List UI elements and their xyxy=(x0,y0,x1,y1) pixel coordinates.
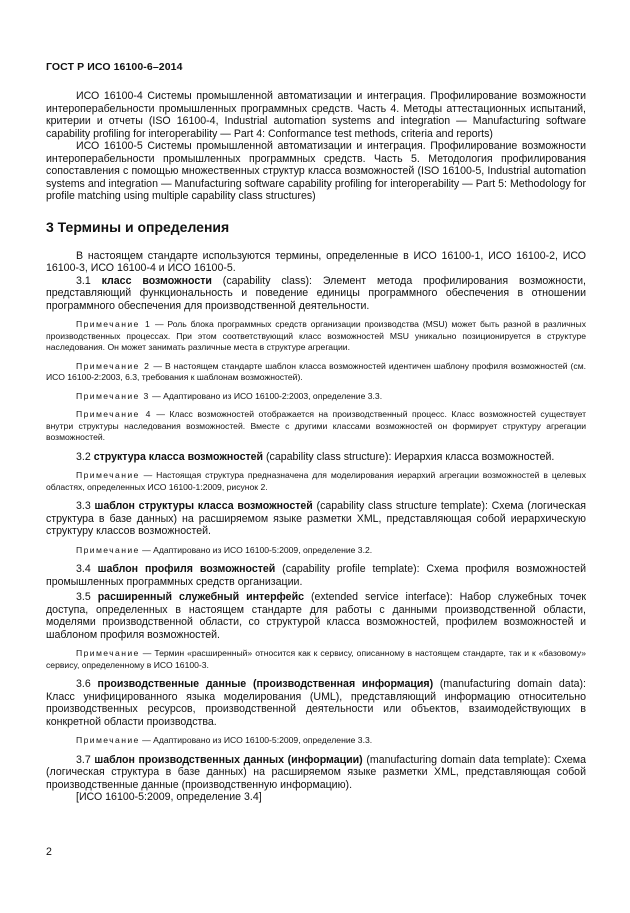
document-body xyxy=(46,90,586,804)
section-heading: 3 Термины и определения xyxy=(46,218,230,235)
term-name: шаблон профиля возможностей xyxy=(97,563,276,575)
note-label: Примечание xyxy=(76,360,140,371)
note-label: Примечание xyxy=(76,544,140,555)
definition-3-7-source: [ИСО 16100-5:2009, определение 3.4] xyxy=(76,791,262,803)
note-label: Примечание xyxy=(76,319,140,329)
note-label: Примечание xyxy=(76,390,140,401)
page-number: 2 xyxy=(46,846,52,858)
reference-iso-16100-5: ИСО 16100-5 Системы промышленной автоматизации и интеграция. Профилирование возможности интероперабельности промышленных программных средств. Часть 5. Методология профилирования сопоставления с помощью множественных структур класса возможностей (ISO 16100-5, Industrial automation systems and integration — Manufacturing software capability profiling for interoperability — Part 5: Methodology for profile matching using multiple capability class structures) xyxy=(46,140,586,202)
note-3-1-3: Примечание 3 — Адаптировано из ИСО 16100-2:2003, определение 3.3. xyxy=(76,390,383,401)
document-header: ГОСТ Р ИСО 16100-6–2014 xyxy=(46,61,183,73)
definition-3-5: 3.5 расширенный служебный интерфейс (extended service interface): Набор служебных точек доступа, определенных в настоящем стандарте для работы с данными производственной области, моделями производственной области, со структурой класса возможностей, профилем возможностей и шаблоном профиля возможностей. xyxy=(46,591,586,641)
reference-iso-16100-4: ИСО 16100-4 Системы промышленной автоматизации и интеграция. Профилирование возможности интероперабельности промышленных программных средств. Часть 4. Методы аттестационных испытаний, критерии и отчеты (ISO 16100-4, Industrial automation systems and integration — Manufacturing software capability profiling for interoperability — Part 4: Conformance test methods, criteria and reports) xyxy=(46,90,586,140)
note-label: Примечание xyxy=(76,735,140,745)
note-3-1-1: Примечание 1 — Роль блока программных средств организации производства (MSU) может быть разной в различных производственных процессах. При этом соответствующий класс возможностей MSU уникально позиционируется в структуре наследования. Он может занимать различные места в структуре агрегации. xyxy=(46,319,586,352)
term-name: производственные данные (производственная информация) xyxy=(97,678,434,690)
definition-3-3: 3.3 шаблон структуры класса возможностей (capability class structure template): Схема (логическая структура в базе данных) на расширяемом языке разметки XML, представляющая собой иерархическую структуру классов возможностей. xyxy=(46,500,586,537)
definition-3-4: 3.4 шаблон профиля возможностей (capability profile template): Схема профиля возможностей промышленных программных средств организации. xyxy=(46,563,587,588)
note-3-3: Примечание — Адаптировано из ИСО 16100-5:2009, определение 3.2. xyxy=(76,544,373,555)
term-name: шаблон производственных данных (информации) xyxy=(94,753,363,766)
term-name: структура класса возможностей xyxy=(93,450,264,463)
note-3-2: Примечание — Настоящая структура предназначена для моделирования иерархий агрегации возможностей в целевых областях, определенных ИСО 16100-1:2009, рисунок 2. xyxy=(46,470,586,492)
definition-3-6: 3.6 производственные данные (производственная информация) (manufacturing domain data): Класс унифицированного языка моделирования (UML), представляющий информацию относительно производственных ресурсов, производственной деятельности или объектов, взаимодействующих в конкретной области производства. xyxy=(46,678,586,728)
term-name: расширенный служебный интерфейс xyxy=(97,591,304,603)
note-3-1-4: Примечание 4 — Класс возможностей отображается на производственный процесс. Класс возможностей существует внутри структуры наследования возможностей. Вместе с другими классами возможностей он формирует структуру агрегации возможностей. xyxy=(46,409,587,442)
term-name: класс возможности xyxy=(101,274,212,287)
section-intro: В настоящем стандарте используются термины, определенные в ИСО 16100-1, ИСО 16100-2, ИСО 16100-3, ИСО 16100-4 и ИСО 16100-5. xyxy=(46,249,586,274)
note-label: Примечание xyxy=(76,648,140,658)
note-3-1-2: Примечание 2 — В настоящем стандарте шаблон класса возможностей идентичен шаблону профиля возможностей (см. ИСО 16100-2:2003, 6.3, требования к шаблонам возможностей). xyxy=(46,360,587,382)
note-label: Примечание xyxy=(76,409,140,419)
note-3-5: Примечание — Термин «расширенный» относится как к сервису, описанному в настоящем стандарте, так и к «базовому» сервису, определенному в ИСО 16100-3. xyxy=(46,648,586,670)
note-label: Примечание xyxy=(76,470,140,480)
definition-3-2: 3.2 структура класса возможностей (capability class structure): Иерархия класса возможностей. xyxy=(76,450,555,463)
note-3-6: Примечание — Адаптировано из ИСО 16100-5:2009, определение 3.3. xyxy=(76,735,373,745)
definition-3-7: 3.7 шаблон производственных данных (информации) (manufacturing domain data template): Схема (логическая структура в базе данных) на расширяемом языке разметки XML, представляющая собой производственные данные (производственную информацию). xyxy=(46,753,586,791)
definition-3-1: 3.1 класс возможности (capability class): Элемент метода профилирования возможности, представляющий функциональность и поведение единицы программного обеспечения в отношении программного обеспечения для производственной деятельности. xyxy=(46,274,586,312)
term-name: шаблон структуры класса возможностей xyxy=(94,500,313,512)
